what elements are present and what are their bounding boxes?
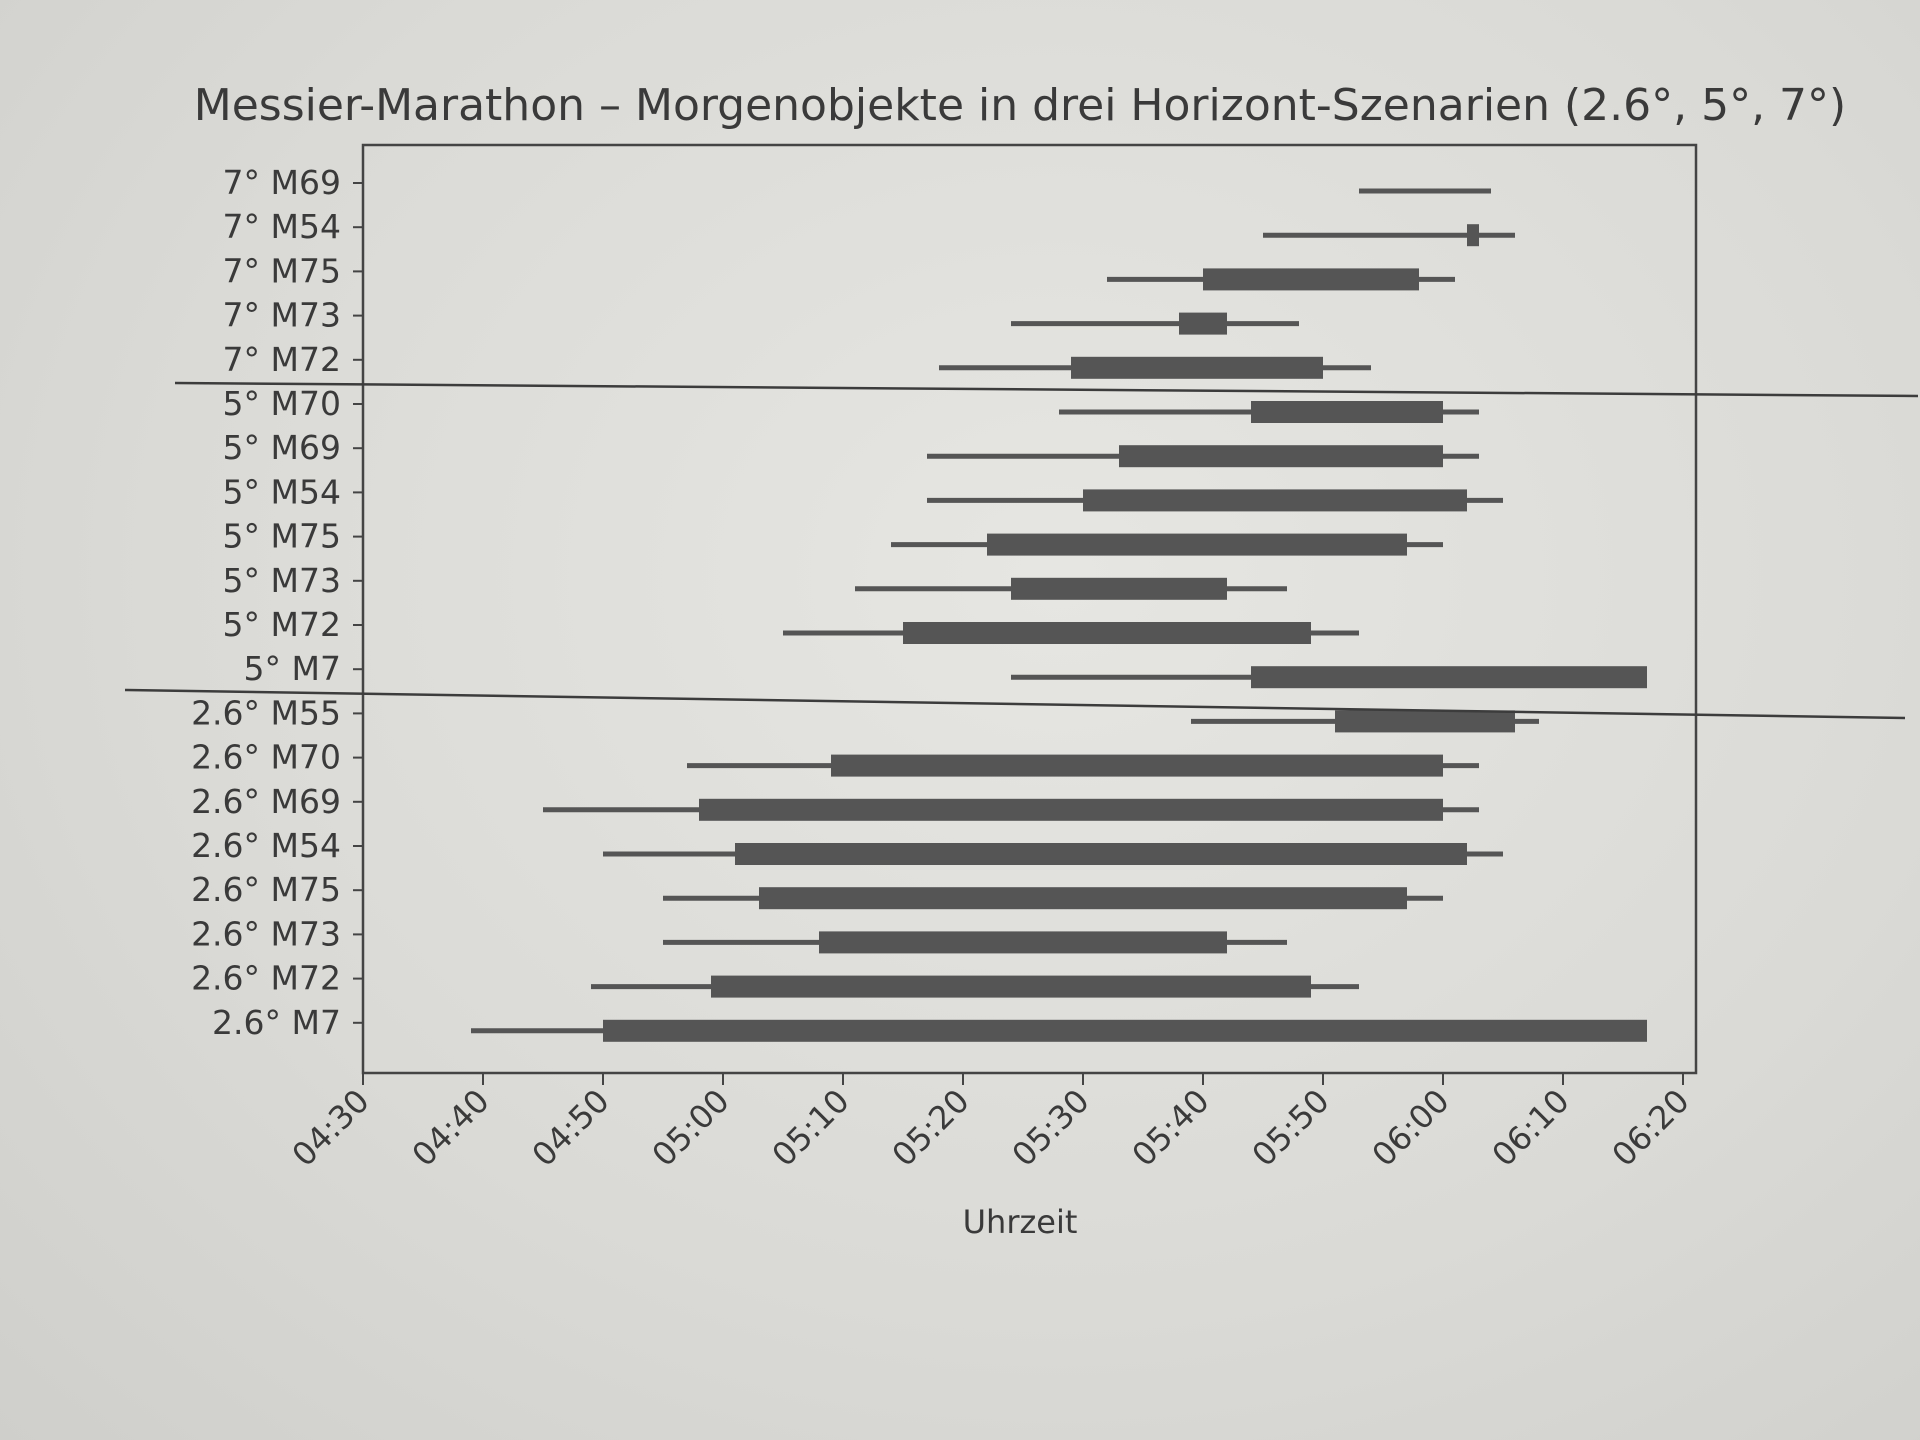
x-axis xyxy=(285,1073,1697,1174)
optimal-bar xyxy=(1203,268,1419,290)
hand-drawn-separator-upper xyxy=(175,383,1918,396)
x-tick-label: 06:20 xyxy=(1604,1081,1697,1174)
y-tick-label: 5° M70 xyxy=(222,384,341,423)
y-tick-label: 5° M69 xyxy=(222,428,341,468)
optimal-bar xyxy=(1179,313,1227,335)
x-tick-label: 05:10 xyxy=(764,1081,857,1174)
optimal-bar xyxy=(903,622,1311,644)
y-tick-label: 7° M69 xyxy=(222,163,341,202)
x-tick-label: 04:50 xyxy=(524,1081,617,1174)
y-tick-label: 2.6° M69 xyxy=(191,781,341,821)
optimal-bar xyxy=(1467,224,1479,246)
y-tick-label: 2.6° M73 xyxy=(191,914,341,954)
hand-drawn-separator-lower xyxy=(125,690,1905,718)
y-tick-label: 2.6° M72 xyxy=(191,958,341,998)
optimal-bar xyxy=(603,1020,1647,1042)
optimal-bar xyxy=(1011,578,1227,600)
optimal-bar xyxy=(699,799,1443,821)
y-tick-label: 5° M54 xyxy=(222,472,341,512)
chart-title: Messier-Marathon – Morgenobjekte in drei Horizont-Szenarien (2.6°, 5°, 7°) xyxy=(193,80,1847,131)
y-tick-label: 2.6° M55 xyxy=(191,693,341,733)
y-tick-label: 2.6° M7 xyxy=(212,1002,341,1042)
y-tick-label: 5° M72 xyxy=(222,605,341,644)
optimal-bar xyxy=(1119,445,1443,467)
y-tick-label: 2.6° M70 xyxy=(191,737,341,777)
bars-group xyxy=(471,191,1647,1042)
y-axis xyxy=(191,163,363,1042)
optimal-bar xyxy=(759,887,1407,909)
x-tick-label: 04:40 xyxy=(404,1081,497,1174)
y-tick-label: 7° M73 xyxy=(222,295,341,335)
optimal-bar xyxy=(1071,357,1323,379)
x-tick-label: 05:50 xyxy=(1244,1081,1337,1174)
x-tick-label: 06:10 xyxy=(1484,1081,1577,1174)
optimal-bar xyxy=(819,931,1227,953)
x-tick-label: 04:30 xyxy=(284,1081,377,1174)
x-tick-label: 05:40 xyxy=(1124,1081,1217,1174)
x-tick-label: 05:00 xyxy=(644,1081,737,1174)
y-tick-label: 2.6° M75 xyxy=(191,870,341,910)
y-tick-label: 5° M73 xyxy=(222,560,341,600)
y-tick-label: 7° M54 xyxy=(222,207,341,247)
y-tick-label: 7° M75 xyxy=(222,251,341,291)
optimal-bar xyxy=(1251,401,1443,423)
x-tick-label: 05:30 xyxy=(1004,1081,1097,1174)
x-tick-label: 06:00 xyxy=(1364,1081,1457,1174)
y-tick-label: 2.6° M54 xyxy=(191,826,341,865)
y-tick-label: 7° M72 xyxy=(222,339,341,379)
optimal-bar xyxy=(987,534,1407,556)
optimal-bar xyxy=(711,976,1311,998)
y-tick-label: 5° M7 xyxy=(243,649,341,689)
optimal-bar xyxy=(1083,489,1467,511)
optimal-bar xyxy=(735,843,1467,865)
optimal-bar xyxy=(1335,710,1515,732)
optimal-bar xyxy=(831,755,1443,777)
x-tick-label: 05:20 xyxy=(884,1081,977,1174)
x-axis-label: Uhrzeit xyxy=(962,1203,1078,1241)
y-tick-label: 5° M75 xyxy=(222,516,341,556)
optimal-bar xyxy=(1251,666,1647,688)
